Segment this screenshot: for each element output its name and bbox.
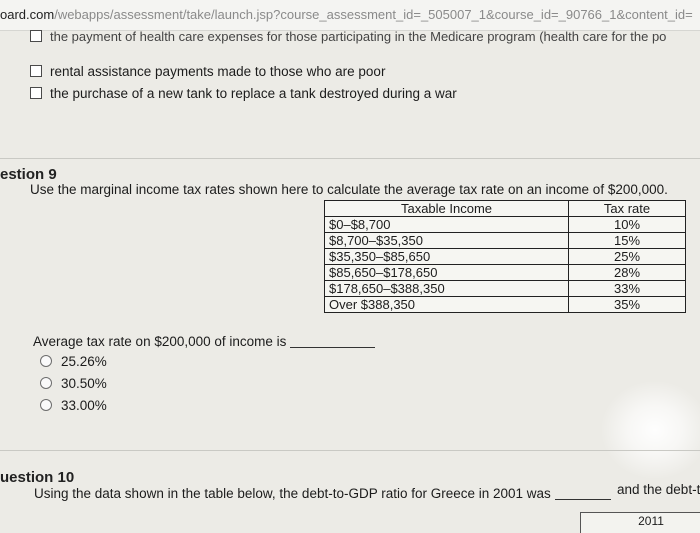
choice-label: 30.50%	[61, 376, 107, 391]
tax-rate: 35%	[569, 297, 686, 313]
answer-blank	[290, 335, 375, 348]
option-label: the purchase of a new tank to replace a tank destroyed during a war	[50, 86, 457, 101]
choice-3[interactable]	[40, 398, 107, 413]
radio-button[interactable]	[40, 399, 52, 411]
table-row	[325, 217, 686, 233]
table-row	[325, 233, 686, 249]
checkbox[interactable]	[30, 65, 42, 77]
tax-rate-table	[324, 200, 686, 313]
table-row	[325, 297, 686, 313]
url-host: oard.com	[0, 7, 55, 22]
choice-label: 33.00%	[61, 398, 107, 413]
table-row	[325, 265, 686, 281]
checkbox[interactable]	[30, 30, 42, 42]
radio-button[interactable]	[40, 355, 52, 367]
option-label: rental assistance payments made to those who are poor	[50, 64, 386, 79]
question-divider	[0, 450, 700, 451]
column-header: Taxable Income	[325, 201, 569, 217]
answer-prompt: Average tax rate on $200,000 of income is	[33, 334, 375, 349]
question-10-heading: uestion 10	[0, 469, 75, 486]
income-bracket: $8,700–$35,350	[325, 233, 569, 249]
previous-option-cut-off: the payment of health care expenses for those participating in the Medicare program (health care for the po	[30, 30, 700, 46]
radio-button[interactable]	[40, 377, 52, 389]
table-header-row	[325, 201, 686, 217]
checkbox[interactable]	[30, 87, 42, 99]
income-bracket: $35,350–$85,650	[325, 249, 569, 265]
answer-blank	[555, 487, 611, 500]
tax-rate: 33%	[569, 281, 686, 297]
question-9-prompt: Use the marginal income tax rates shown here to calculate the average tax rate on an income of $200,000.	[30, 182, 668, 197]
question-10-prompt-tail: and the debt-t	[617, 482, 700, 497]
tax-rate: 10%	[569, 217, 686, 233]
table-row	[325, 281, 686, 297]
screen-glare	[600, 380, 700, 480]
choice-2[interactable]	[40, 376, 107, 391]
choice-1[interactable]	[40, 354, 107, 369]
year-header: 2011	[638, 514, 664, 528]
income-bracket: $85,650–$178,650	[325, 265, 569, 281]
question-10-prompt: Using the data shown in the table below, the debt-to-GDP ratio for Greece in 2001 was	[34, 486, 611, 501]
income-bracket: $178,650–$388,350	[325, 281, 569, 297]
browser-url-bar[interactable]	[0, 0, 700, 31]
tax-rate: 25%	[569, 249, 686, 265]
prev-option-tank[interactable]	[30, 86, 457, 101]
choice-label: 25.26%	[61, 354, 107, 369]
question-divider	[0, 158, 700, 159]
table-row	[325, 249, 686, 265]
column-header: Tax rate	[569, 201, 686, 217]
tax-rate: 28%	[569, 265, 686, 281]
greece-data-table	[580, 512, 700, 533]
url-path: /webapps/assessment/take/launch.jsp?course_assessment_id=_505007_1&course_id=_90766_1&content_id=	[54, 7, 693, 22]
income-bracket: $0–$8,700	[325, 217, 569, 233]
income-bracket: Over $388,350	[325, 297, 569, 313]
tax-rate: 15%	[569, 233, 686, 249]
question-9-heading: estion 9	[0, 166, 57, 183]
prev-option-rental[interactable]	[30, 64, 385, 79]
